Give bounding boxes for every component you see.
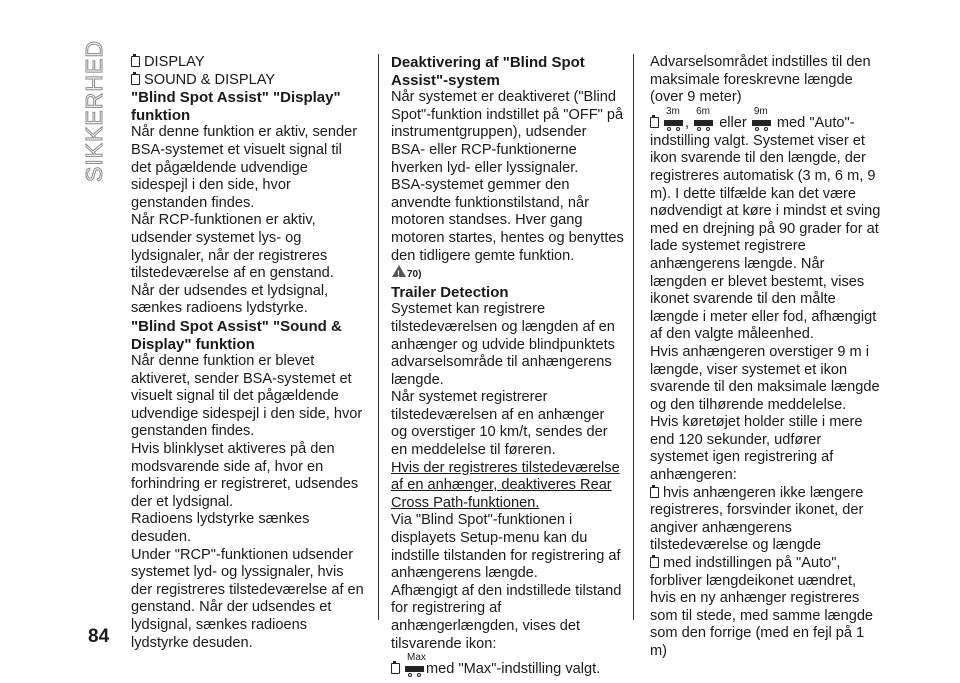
heading-trailer-detection: Trailer Detection xyxy=(391,283,509,301)
column-divider xyxy=(633,54,634,620)
bullet-icon xyxy=(391,663,400,674)
column-1 xyxy=(131,54,364,652)
trailer-max-icon: Max xyxy=(404,653,426,679)
bullet-sound-display: SOUND & DISPLAY xyxy=(131,72,364,90)
bullet-display: DISPLAY xyxy=(131,54,364,72)
bullet-auto-unchanged: med indstillingen på "Auto", forbliver længdeikonet uændret, hvis en ny anhænger registreres som til stede, med samme længde som den forrige (med en fejl på 1 m) xyxy=(650,555,874,659)
trailer-6m-icon: 6m xyxy=(693,107,715,133)
warning-icon xyxy=(391,265,407,279)
warning-reference: !70) xyxy=(391,265,624,284)
paragraph: indstilling valgt. Systemet viser et ikon svarende til den længde, der registreres automatisk (3 m, 6 m, 9 m). I dette tilfælde kan det være nødvendigt at køre i mindst et sving med en drejning på 90 grader for at lade systemet registrere anhængerens længde. Når længden er blevet bestemt, vises ikonet svarende til den målte længde i meter eller fod, afhængigt af den valgte måleenhed. xyxy=(650,132,881,343)
bullet-icon xyxy=(131,56,140,67)
paragraph: Afhængigt af den indstillede tilstand for registrering af anhængerlængden, vises det tilsvarende ikon: xyxy=(391,582,622,652)
column-2 xyxy=(391,54,624,679)
paragraph: Hvis køretøjet holder stille i mere end 120 sekunder, udfører systemet igen registrering af anhængeren: xyxy=(650,414,863,484)
bullet-auto: 3m , 6m eller 9m med "Auto"- xyxy=(650,107,883,133)
bullet-icon xyxy=(131,74,140,85)
paragraph: Når systemet er deaktiveret ("Blind Spot"-funktion indstillet på "OFF" på instrumentgruppen), udsender BSA- eller RCP-funktionerne hverken lyd- eller lyssignaler. xyxy=(391,89,624,176)
paragraph: Via "Blind Spot"-funktionen i displayets Setup-menu kan du indstille tilstanden for registrering af anhængerens længde. xyxy=(391,512,621,582)
bullet-max: Max med "Max"-indstilling valgt. xyxy=(391,653,624,679)
trailer-3m-icon: 3m xyxy=(663,107,685,133)
paragraph: Når denne funktion er blevet aktiveret, sender BSA-systemet et visuelt signal til det pågældende udvendige sidespejl i den side, hvor genstanden findes. xyxy=(131,353,363,440)
paragraph: Systemet kan registrere tilstedeværelsen og længden af en anhænger og udvide blindpunktets advarselsområde til anhængerens længde. xyxy=(391,301,615,388)
paragraph: Når RCP-funktionen er aktiv, udsender systemet lys- og lydsignaler, når der registreres tilstedeværelse af en genstand. xyxy=(131,212,334,282)
bullet-no-trailer: hvis anhængeren ikke længere registreres, forsvinder ikonet, der angiver anhængerens tilstedeværelse og længde xyxy=(650,484,864,554)
paragraph: Radioens lydstyrke sænkes desuden. xyxy=(131,511,310,546)
heading-deactivation: Deaktivering af "Blind Spot Assist"-system xyxy=(391,54,585,89)
paragraph: Hvis anhængeren overstiger 9 m i længde, viser systemet et ikon svarende til den maksimale længde og den tilhørende meddelelse. xyxy=(650,343,880,413)
paragraph: Når denne funktion er aktiv, sender BSA-systemet et visuelt signal til det pågældende udvendige sidespejl i den side, hvor genstanden findes. xyxy=(131,124,358,211)
paragraph: Under "RCP"-funktionen udsender systemet lyd- og lyssignaler, hvis der registreres tilstedeværelse af en genstand. Når der udsendes et lydsignal, sænkes radioens lydstyrke desuden. xyxy=(131,546,364,651)
paragraph: Når systemet registrerer tilstedeværelsen af en anhænger og overstiger 10 km/t, sendes der en meddelelse til føreren. xyxy=(391,389,608,459)
bullet-icon xyxy=(650,557,659,568)
column-3 xyxy=(650,54,883,661)
underlined-paragraph: Hvis der registreres tilstedeværelse af en anhænger, deaktiveres Rear Cross Path-funktionen. xyxy=(391,459,620,511)
heading-display-function: "Blind Spot Assist" "Display" funktion xyxy=(131,89,341,124)
section-tab: SIKKERHED xyxy=(81,40,107,182)
heading-sound-display-function: "Blind Spot Assist" "Sound & Display" funktion xyxy=(131,317,342,353)
column-divider xyxy=(378,54,379,620)
page-number: 84 xyxy=(88,626,110,647)
paragraph: Advarselsområdet indstilles til den maksimale foreskrevne længde (over 9 meter) xyxy=(650,54,871,106)
trailer-9m-icon: 9m xyxy=(751,107,773,133)
paragraph: Hvis blinklyset aktiveres på den modsvarende side af, hvor en forhindring er registreret, udsendes der et lydsignal. xyxy=(131,441,359,510)
paragraph: Når der udsendes et lydsignal, sænkes radioens lydstyrke. xyxy=(131,282,329,317)
bullet-icon xyxy=(650,487,659,498)
bullet-icon xyxy=(650,117,659,128)
paragraph: BSA-systemet gemmer den anvendte funktionstilstand, når motoren standses. Hver gang motoren startes, hentes og benyttes den tidligere gemte funktion. xyxy=(391,177,624,264)
